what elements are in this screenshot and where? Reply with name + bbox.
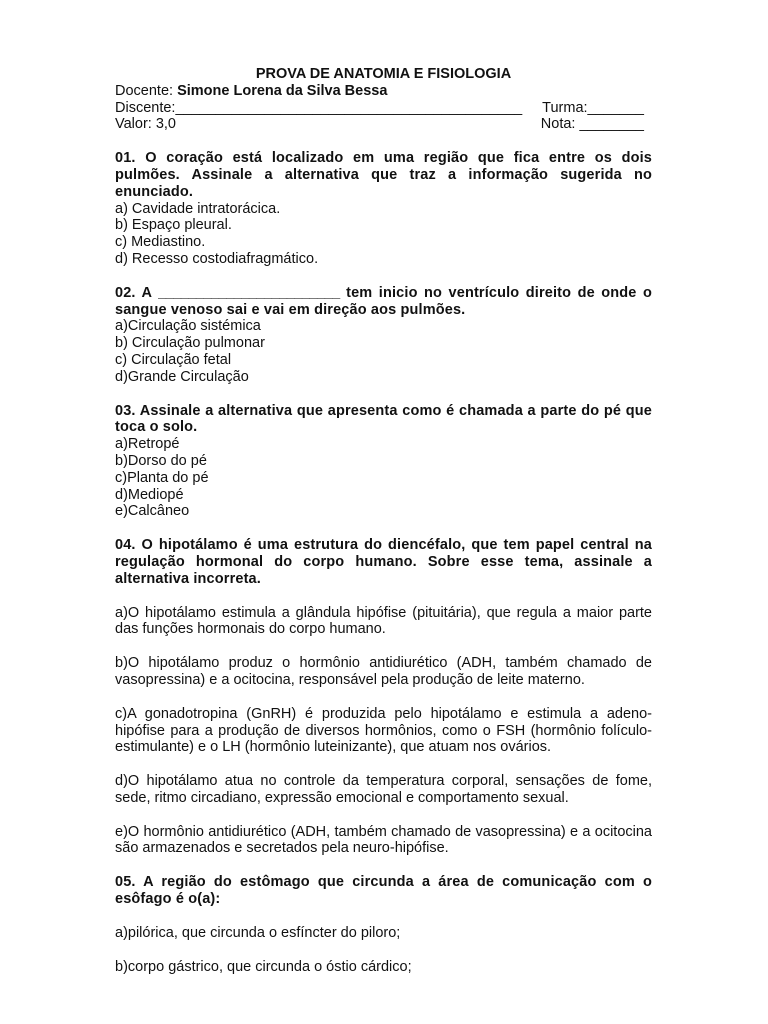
option-a: a)pilórica, que circunda o esfíncter do piloro; xyxy=(115,924,401,941)
question-text-after: tem inicio no ventrículo direito de onde o sangue venoso sai e vai em direção aos pulmões. xyxy=(115,284,652,318)
turma-field: Turma:_______ xyxy=(542,99,644,116)
exam-page xyxy=(115,66,652,975)
option-a: a)Retropé xyxy=(115,436,180,453)
option-c: c) Circulação fetal xyxy=(115,351,232,368)
valor-field: Valor: 3,0 xyxy=(115,116,176,133)
question-text-before: 02. A xyxy=(115,284,159,301)
discente-field: Discente:___________________________________________ xyxy=(115,99,523,116)
fill-in-blank: ________________________ xyxy=(158,284,340,301)
question-text: 03. Assinale a alternativa que apresenta como é chamada a parte do pé que toca o solo. xyxy=(115,402,652,436)
docente-label: Docente: xyxy=(115,82,178,99)
valor-line xyxy=(115,116,652,133)
question-4 xyxy=(115,537,652,857)
option-a: a)O hipotálamo estimula a glândula hipófise (pituitária), que regula a maior parte das funções hormonais do corpo humano. xyxy=(115,604,652,638)
discente-line xyxy=(115,100,652,117)
option-b: b) Circulação pulmonar xyxy=(115,335,265,352)
question-text xyxy=(115,285,652,319)
option-b: b) Espaço pleural. xyxy=(115,217,232,234)
option-d: d)O hipotálamo atua no controle da temperatura corporal, sensações de fome, sede, ritmo circadiano, expressão emocional e comportamento sexual. xyxy=(115,773,652,806)
question-5 xyxy=(115,874,652,975)
option-b: b)corpo gástrico, que circunda o óstio cárdico; xyxy=(115,958,412,975)
option-b: b)Dorso do pé xyxy=(115,452,207,469)
option-e: e)Calcâneo xyxy=(115,503,190,520)
option-e: e)O hormônio antidiurético (ADH, também chamado de vasopressina) e a ocitocina são armazenados e secretados pela neuro-hipófise. xyxy=(115,823,652,857)
option-c: c) Mediastino. xyxy=(115,234,206,251)
question-3 xyxy=(115,403,652,521)
option-d: d) Recesso costodiafragmático. xyxy=(115,250,319,267)
option-a: a)Circulação sistémica xyxy=(115,318,261,335)
exam-title: PROVA DE ANATOMIA E FISIOLOGIA xyxy=(255,66,512,82)
question-text: 04. O hipotálamo é uma estrutura do diencéfalo, que tem papel central na regulação hormonal do corpo humano. Sobre esse tema, assinale a alternativa incorreta. xyxy=(115,537,652,587)
option-d: d)Mediopé xyxy=(115,486,184,503)
question-text: 05. A região do estômago que circunda a área de comunicação com o esôfago é o(a): xyxy=(115,874,652,908)
option-c: c)A gonadotropina (GnRH) é produzida pelo hipotálamo e estimula a adeno-hipófise para a produção de diversos hormônios, como o FSH (hormônio folículo-estimulante) e o LH (hormônio luteinizante), que atuam nos ovários. xyxy=(115,705,652,756)
option-b: b)O hipotálamo produz o hormônio antidiurético (ADH, também chamado de vasopressina) e a ocitocina, responsável pela produção de leite materno. xyxy=(115,655,652,688)
docente-name: Simone Lorena da Silva Bessa xyxy=(177,82,388,99)
docente-line xyxy=(115,83,652,100)
question-2 xyxy=(115,285,652,386)
question-1 xyxy=(115,150,652,268)
option-a: a) Cavidade intratorácica. xyxy=(115,200,281,217)
nota-field: Nota: ________ xyxy=(540,116,644,133)
option-c: c)Planta do pé xyxy=(115,469,209,486)
question-text: 01. O coração está localizado em uma região que fica entre os dois pulmões. Assinale a alternativa que traz a informação sugerida no enunciado. xyxy=(115,150,652,200)
option-d: d)Grande Circulação xyxy=(115,368,249,385)
